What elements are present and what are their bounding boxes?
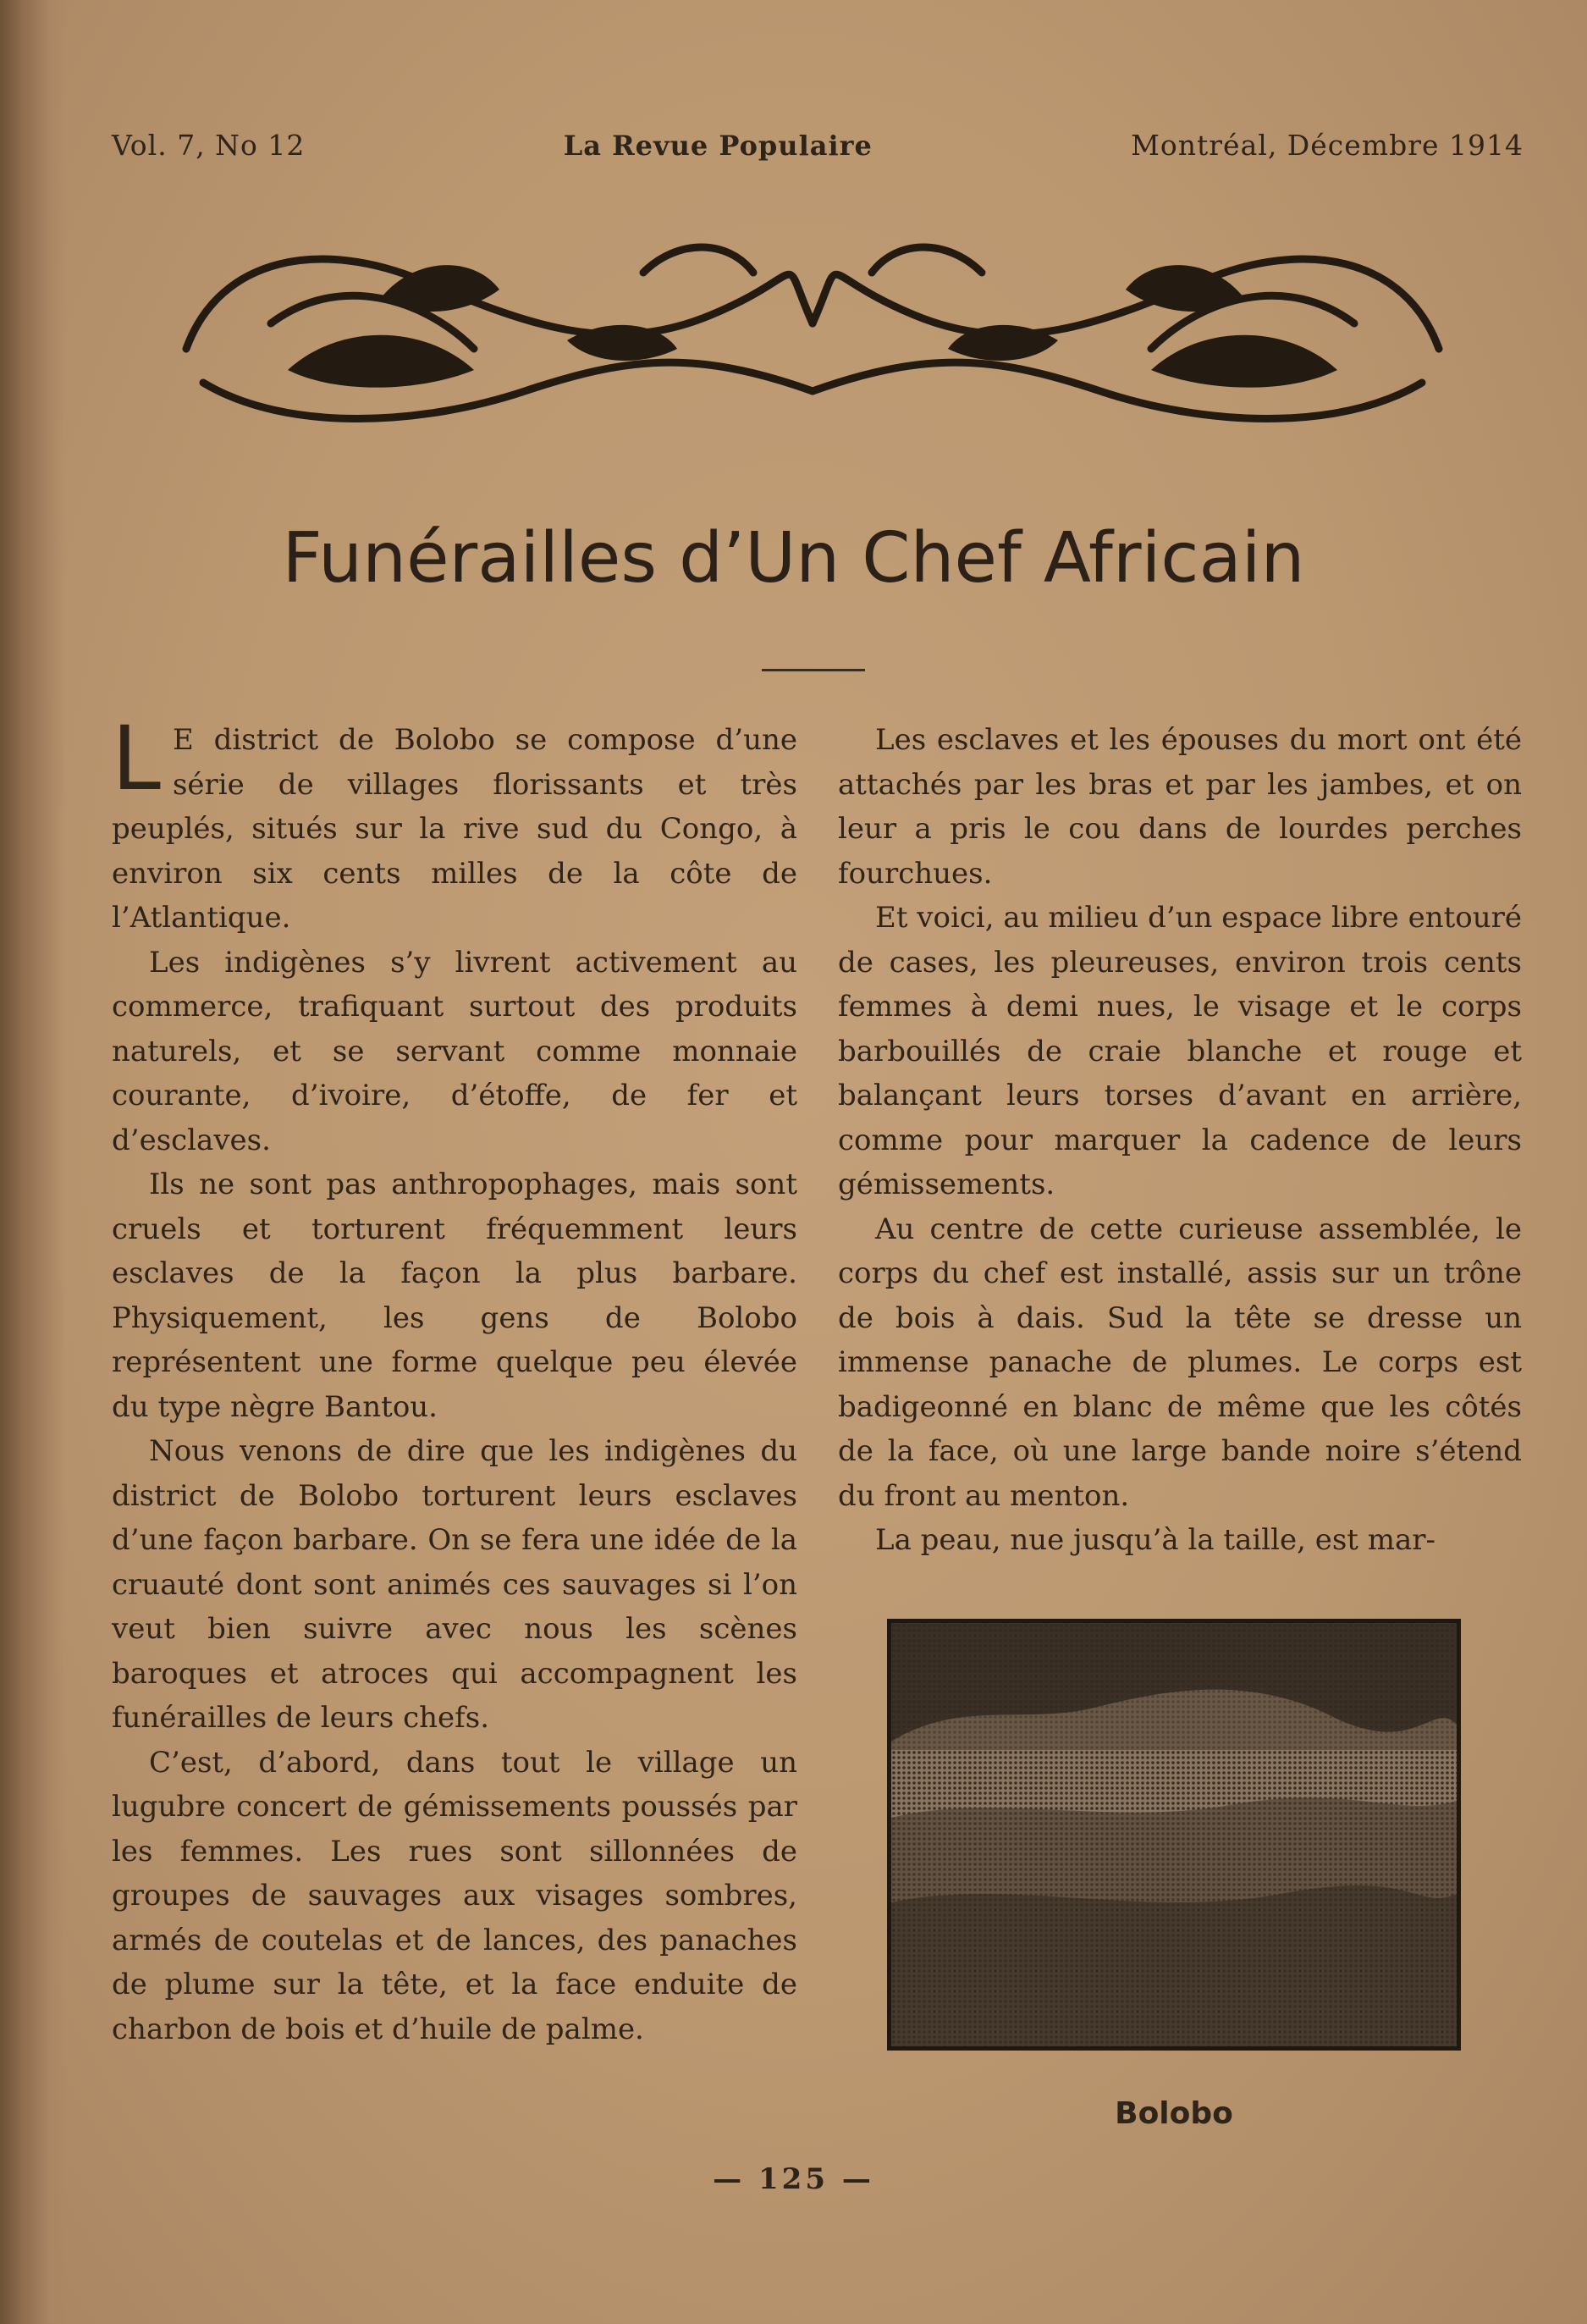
header-volume: Vol. 7, No 12 bbox=[112, 129, 306, 162]
paragraph: La peau, nue jusqu’à la taille, est mar- bbox=[875, 1523, 1436, 1557]
header-publication: La Revue Populaire bbox=[563, 130, 873, 162]
paragraph: Nous venons de dire que les indigènes du district de Bolobo torturent leurs esclaves d’une façon barbare. On se fera une idée de la cruauté dont sont animés ces sauvages si l’on veut bien suivre avec nous les scènes baroques et atroces qui accompagnent les funérailles de leurs chefs. bbox=[112, 1434, 797, 1735]
drop-cap: L bbox=[112, 707, 161, 810]
right-column bbox=[838, 718, 1522, 1563]
paragraph: Les esclaves et les épouses du mort ont été attachés par les bras et par les jambes, et on leur a pris le cou dans de lourdes perches fourchues. bbox=[838, 723, 1522, 891]
bolobo-photo bbox=[887, 1619, 1461, 2051]
photo-caption: Bolobo bbox=[1115, 2096, 1233, 2131]
paragraph: C’est, d’abord, dans tout le village un lugubre concert de gémissements poussés par les femmes. Les rues sont sillonnées de groupes de sauvages aux visages sombres, armés de coutelas et de lances, des panaches de plume sur la tête, et la face enduite de charbon de bois et d’huile de palme. bbox=[112, 1745, 797, 2046]
paragraph: Les indigènes s’y livrent activement au commerce, trafiquant surtout des produits naturels, et se servant comme monnaie courante, d’ivoire, d’étoffe, de fer et d’esclaves. bbox=[112, 945, 797, 1157]
title-rule bbox=[762, 669, 865, 671]
article-title: Funérailles d’Un Chef Africain bbox=[282, 518, 1305, 599]
header-place-date: Montréal, Décembre 1914 bbox=[1131, 129, 1524, 162]
floral-scroll-ornament-icon bbox=[169, 222, 1456, 450]
paragraph: Et voici, au milieu d’un espace libre entouré de cases, les pleureuses, environ trois cents femmes à demi nues, le visage et le corps barbouillés de craie blanche et rouge et balançant leurs torses d’avant en arrière, comme pour marquer la cadence de leurs gémissements. bbox=[838, 901, 1522, 1201]
photo-scene bbox=[891, 1623, 1457, 2046]
page-number: — 125 — bbox=[713, 2162, 874, 2196]
running-header bbox=[112, 129, 1524, 162]
binding-gutter bbox=[0, 0, 66, 2324]
paragraph: L E district de Bolobo se compose d’une série de villages florissants et très peuplés, situés sur la rive sud du Congo, à environ six cents milles de la côte de l’Atlantique. bbox=[112, 707, 797, 935]
left-column bbox=[112, 707, 797, 2051]
paragraph: Ils ne sont pas anthropophages, mais sont cruels et torturent fréquemment leurs esclaves de la façon la plus barbare. Physiquement, les gens de Bolobo représentent une forme quelque peu élevée du type nègre Bantou. bbox=[112, 1168, 797, 1424]
paragraph: Au centre de cette curieuse assemblée, le corps du chef est installé, assis sur un trône de bois à dais. Sud la tête se dresse un immense panache de plumes. Le corps est badigeonné en blanc de même que les côtés de la face, où une large bande noire s’étend du front au menton. bbox=[838, 1212, 1522, 1513]
